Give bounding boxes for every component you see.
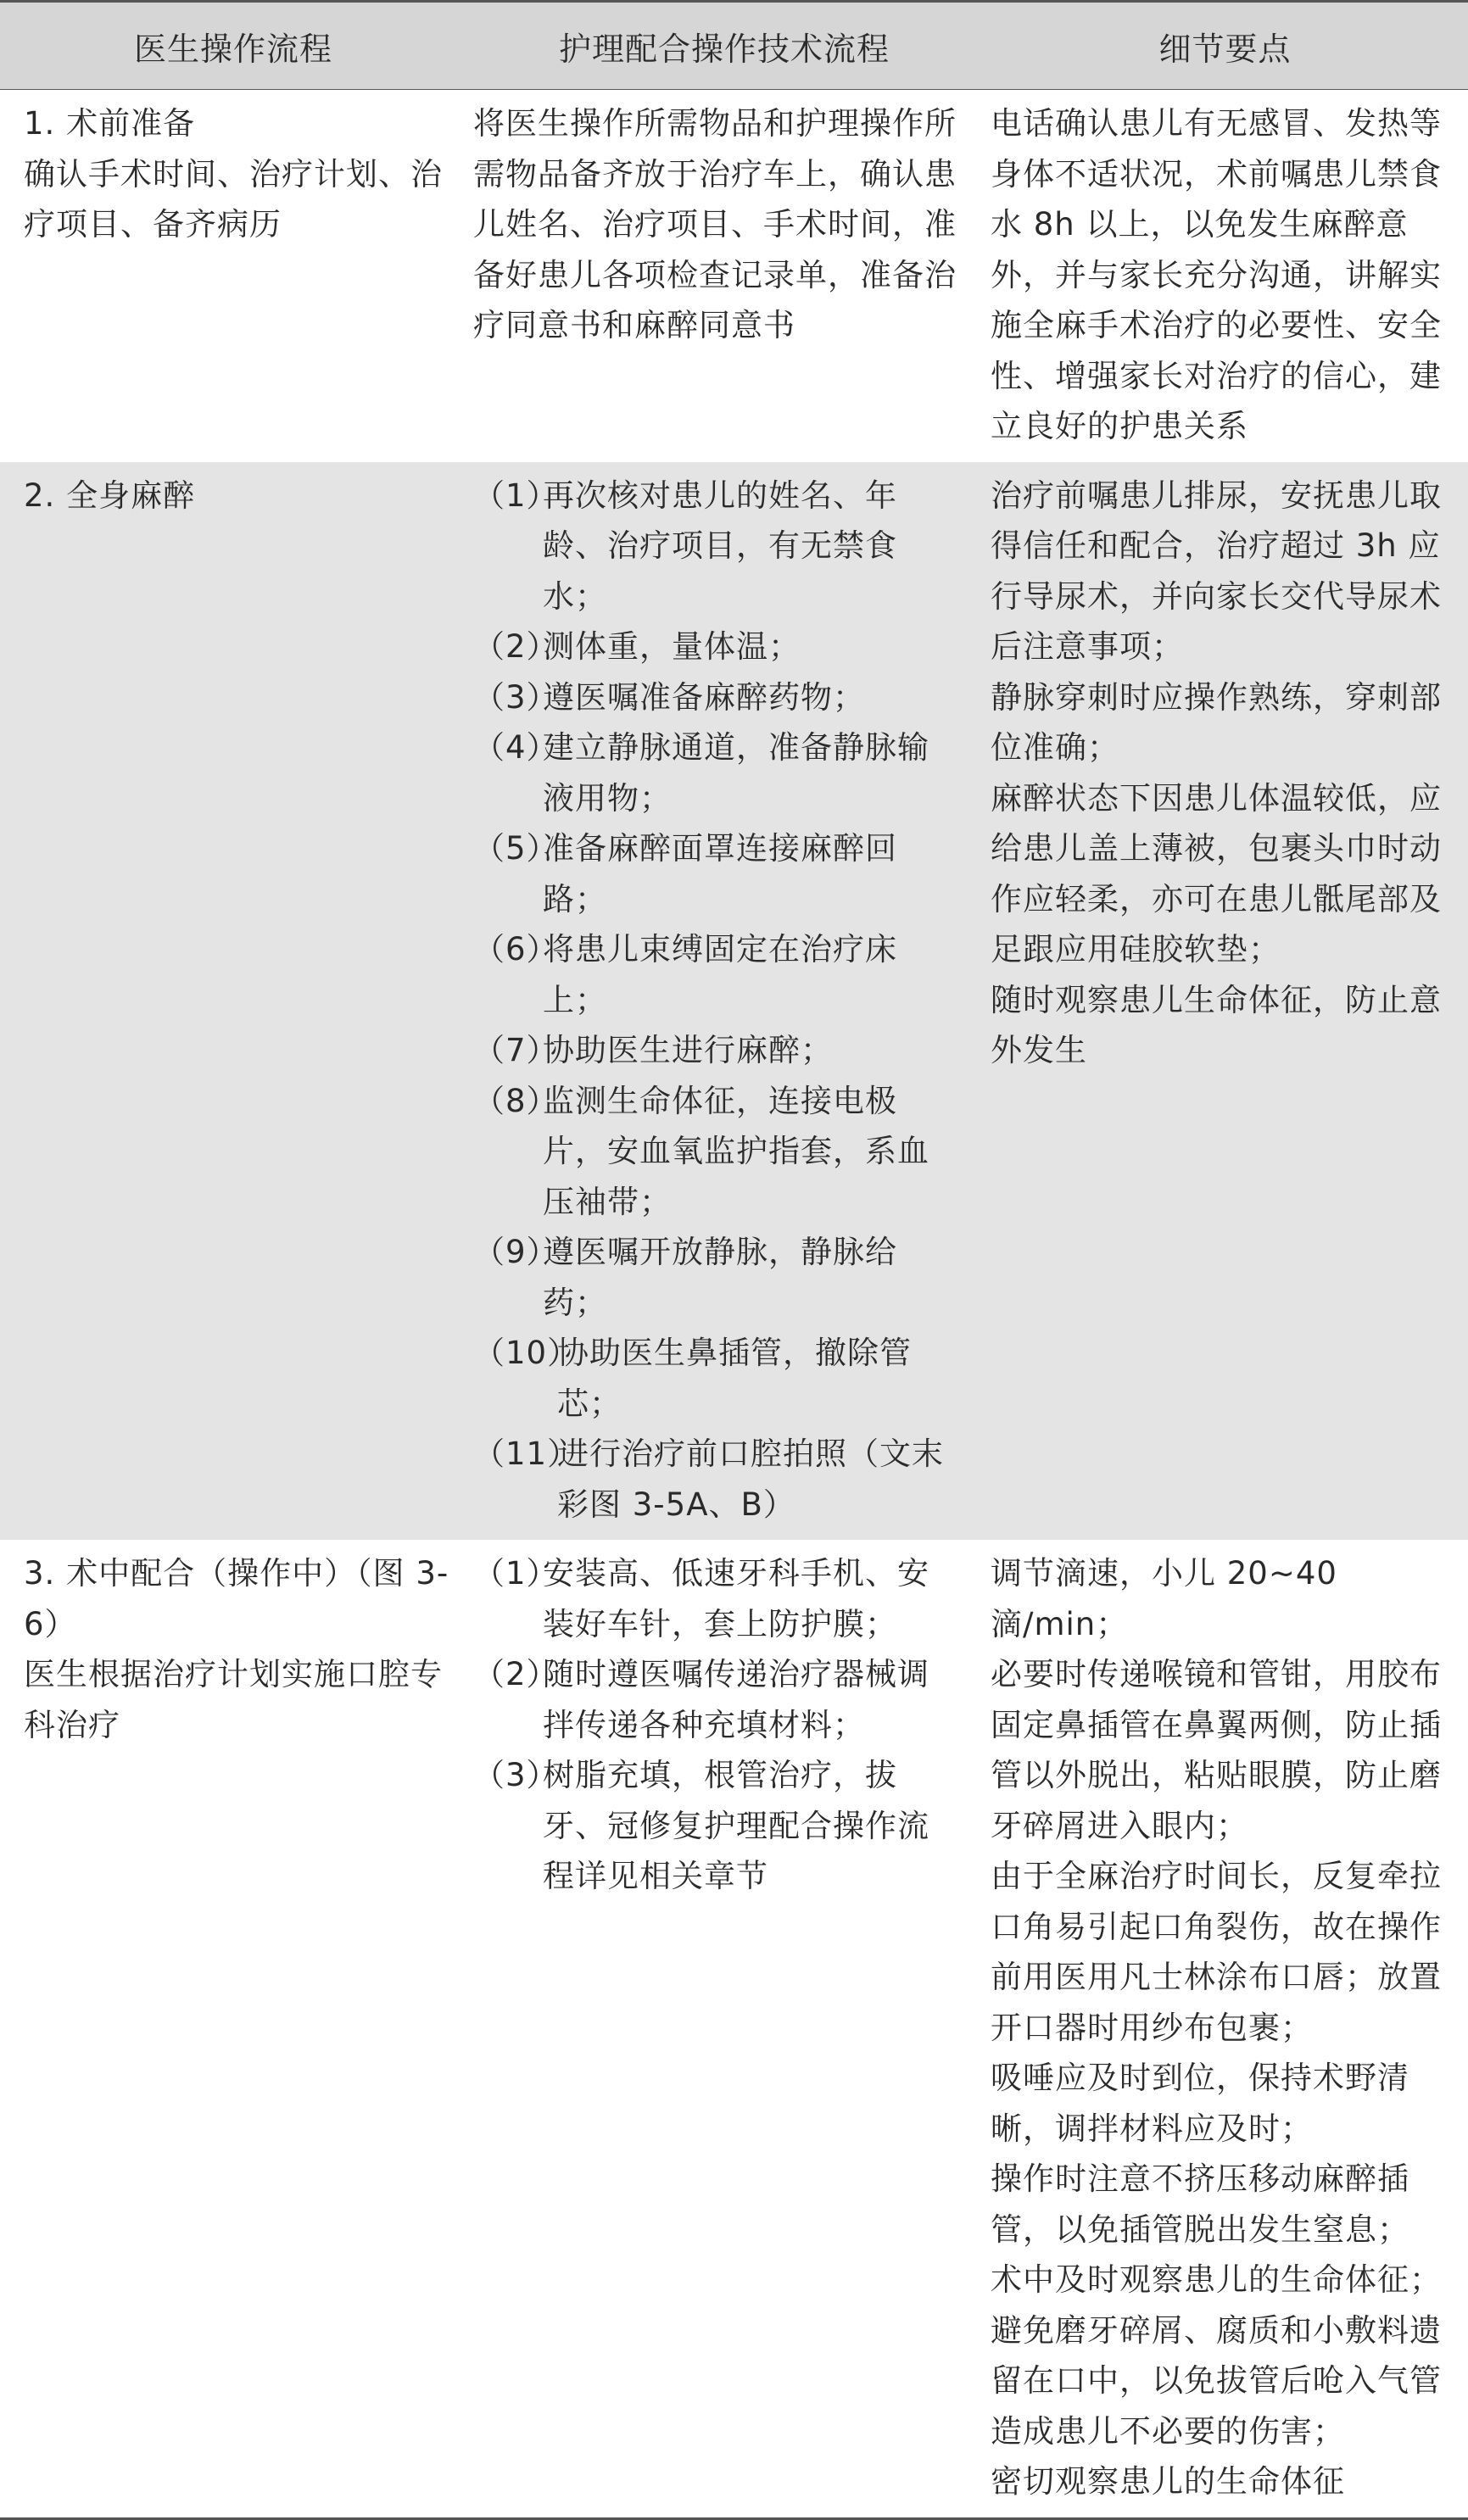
item-number: （8）	[473, 1082, 559, 1119]
step-title: 3. 术中配合（操作中）（图 3-6）	[24, 1555, 449, 1642]
nursing-item	[473, 622, 958, 672]
item-text: 建立静脉通道，准备静脉输液用物；	[543, 729, 929, 817]
item-text: 随时遵医嘱传递治疗器械调拌传递各种充填材料；	[543, 1656, 929, 1743]
nursing-item	[473, 672, 958, 723]
header-key-points: 细节要点	[982, 2, 1468, 90]
key-point: 必要时传递喉镜和管钳，用胶布固定鼻插管在鼻翼两侧，防止插管以外脱出，粘贴眼膜，防止磨牙碎屑进入眼内；	[991, 1656, 1442, 1844]
item-text: 树脂充填，根管治疗，拔牙、冠修复护理配合操作流程详见相关章节	[543, 1757, 929, 1894]
nursing-item	[473, 924, 958, 1025]
item-number: （3）	[473, 1757, 559, 1793]
header-doctor-procedure: 医生操作流程	[0, 2, 466, 90]
item-text: 遵医嘱准备麻醉药物；	[543, 678, 865, 716]
table-row-intraop	[0, 1540, 1468, 2518]
step-description: 医生根据治疗计划实施口腔专科治疗	[24, 1656, 443, 1743]
item-text: 准备麻醉面罩连接麻醉回路；	[543, 830, 897, 917]
header-nursing-procedure: 护理配合操作技术流程	[466, 2, 982, 90]
nursing-item	[473, 1227, 958, 1328]
key-point: 密切观察患儿的生命体征	[991, 2463, 1345, 2500]
nursing-item	[473, 1750, 958, 1902]
item-number: （4）	[473, 729, 559, 766]
item-text: 遵医嘱开放静脉，静脉给药；	[543, 1234, 897, 1321]
key-point: 操作时注意不挤压移动麻醉插管，以免插管脱出发生窒息；	[991, 2160, 1409, 2248]
key-point: 静脉穿刺时应操作熟练，穿刺部位准确；	[991, 678, 1442, 766]
nursing-item	[473, 823, 958, 924]
item-text: 测体重，量体温；	[543, 628, 801, 665]
nursing-item	[473, 1328, 958, 1429]
item-number: （11）	[473, 1436, 580, 1472]
table-row-anesthesia	[0, 462, 1468, 1541]
key-point: 吸唾应及时到位，保持术野清晰，调拌材料应及时；	[991, 2060, 1409, 2147]
cell-key-points	[982, 1540, 1468, 2518]
cell-doctor-step	[0, 462, 466, 1541]
cell-doctor-step	[0, 90, 466, 462]
step-description: 确认手术时间、治疗计划、治疗项目、备齐病历	[24, 155, 443, 243]
nursing-item	[473, 471, 958, 622]
cell-key-points	[982, 462, 1468, 1541]
item-number: （5）	[473, 830, 559, 867]
cell-doctor-step	[0, 1540, 466, 2518]
nursing-item	[473, 1548, 958, 1649]
step-title: 1. 术前准备	[24, 105, 196, 142]
key-point: 随时观察患儿生命体征，防止意外发生	[991, 981, 1442, 1068]
cell-key-points	[982, 90, 1468, 462]
item-number: （1）	[473, 477, 559, 514]
key-point: 术中及时观察患儿的生命体征；	[991, 2261, 1442, 2298]
cell-nursing-step	[466, 462, 982, 1541]
nursing-item	[473, 1076, 958, 1228]
item-number: （2）	[473, 1656, 559, 1692]
table-row-preop	[0, 90, 1468, 462]
item-number: （3）	[473, 678, 559, 716]
item-text: 进行治疗前口腔拍照（文末彩图 3-5A、B）	[557, 1436, 944, 1523]
item-number: （6）	[473, 931, 559, 967]
nursing-item	[473, 722, 958, 823]
nursing-item	[473, 1429, 958, 1530]
key-point: 由于全麻治疗时间长，反复牵拉口角易引起口角裂伤，故在操作前用医用凡士林涂布口唇；放置开口器时用纱布包裹；	[991, 1858, 1442, 2046]
item-text: 安装高、低速牙科手机、安装好车针，套上防护膜；	[543, 1555, 929, 1642]
cell-nursing-step	[466, 90, 982, 462]
item-number: （10）	[473, 1335, 580, 1371]
item-text: 协助医生进行麻醉；	[543, 1032, 833, 1068]
nursing-text: 将医生操作所需物品和护理操作所需物品备齐放于治疗车上，确认患儿姓名、治疗项目、手术时间，准备好患儿各项检查记录单，准备治疗同意书和麻醉同意书	[473, 105, 957, 343]
nursing-item	[473, 1025, 958, 1076]
key-point: 调节滴速，小儿 20~40 滴/min；	[991, 1555, 1337, 1642]
key-point: 电话确认患儿有无感冒、发热等身体不适状况，术前嘱患儿禁食水 8h 以上，以免发生麻醉意外，并与家长充分沟通，讲解实施全麻手术治疗的必要性、安全性、增强家长对治疗的信心，建立良好的护患关系	[991, 105, 1442, 444]
item-text: 协助医生鼻插管，撤除管芯；	[557, 1335, 912, 1422]
key-point: 治疗前嘱患儿排尿，安抚患儿取得信任和配合，治疗超过 3h 应行导尿术，并向家长交代导尿术后注意事项；	[991, 477, 1442, 665]
cell-nursing-step	[466, 1540, 982, 2518]
item-text: 将患儿束缚固定在治疗床上；	[543, 931, 897, 1018]
nursing-item	[473, 1649, 958, 1750]
item-number: （9）	[473, 1234, 559, 1270]
item-number: （1）	[473, 1555, 559, 1592]
item-text: 再次核对患儿的姓名、年龄、治疗项目，有无禁食水；	[543, 477, 897, 615]
item-number: （2）	[473, 628, 559, 665]
key-point: 避免磨牙碎屑、腐质和小敷料遗留在口中，以免拔管后呛入气管造成患儿不必要的伤害；	[991, 2311, 1442, 2450]
item-number: （7）	[473, 1032, 559, 1068]
key-point: 麻醉状态下因患儿体温较低，应给患儿盖上薄被，包裹头巾时动作应轻柔，亦可在患儿骶尾部及足跟应用硅胶软垫；	[991, 779, 1442, 967]
item-text: 监测生命体征，连接电极片，安血氧监护指套，系血压袖带；	[543, 1082, 929, 1220]
table-header-row	[0, 2, 1468, 90]
step-title: 2. 全身麻醉	[24, 477, 196, 514]
